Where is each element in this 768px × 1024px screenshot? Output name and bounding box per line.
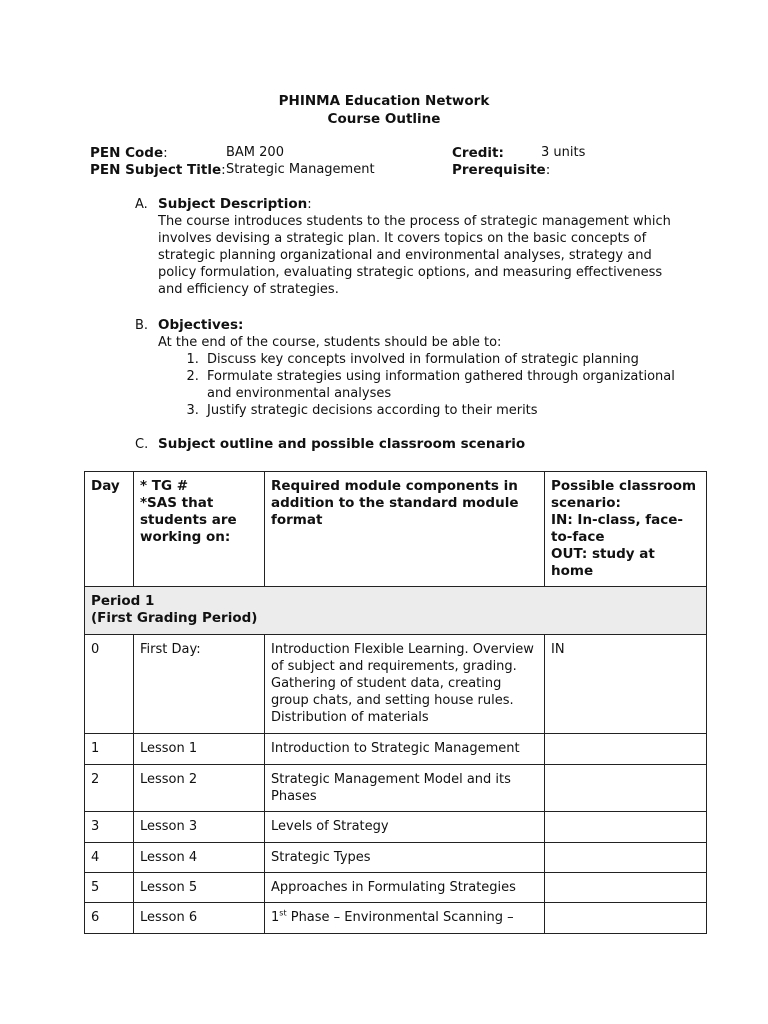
cell-tg: Lesson 3 bbox=[134, 812, 265, 843]
section-letter: B. bbox=[135, 318, 149, 333]
section-heading: Subject outline and possible classroom scenario bbox=[158, 436, 526, 452]
cell-day: 4 bbox=[85, 843, 134, 873]
table-row bbox=[85, 843, 707, 873]
pen-subject-title-label: PEN Subject Title: bbox=[90, 162, 226, 178]
cell-scenario bbox=[545, 812, 707, 843]
header-tg: * TG # *SAS that students are working on: bbox=[134, 472, 265, 587]
cell-day: 0 bbox=[85, 635, 134, 734]
period-row bbox=[85, 587, 707, 635]
table-row bbox=[85, 812, 707, 843]
objectives-list bbox=[158, 351, 695, 419]
section-letter: A. bbox=[135, 197, 148, 212]
subject-description-text: The course introduces students to the process of strategic management which involves devising a strategic plan. It covers topics on the basic concepts of strategic planning organizational and environmental analyses, strategy and policy formulation, evaluating strategic options, and measuring effectiveness and efficiency of strategies. bbox=[158, 214, 671, 297]
pen-subject-title-value: Strategic Management bbox=[226, 162, 375, 177]
credit-value: 3 units bbox=[541, 145, 586, 160]
cell-required: Levels of Strategy bbox=[265, 812, 545, 843]
pen-code-value: BAM 200 bbox=[226, 145, 284, 160]
cell-required: Strategic Management Model and its Phases bbox=[265, 765, 545, 812]
cell-scenario bbox=[545, 734, 707, 765]
section-subject-outline bbox=[135, 436, 695, 453]
section-heading: Objectives: bbox=[158, 317, 244, 333]
table-row bbox=[85, 873, 707, 903]
table-header-row bbox=[85, 472, 707, 587]
section-heading: Subject Description: bbox=[158, 196, 312, 212]
cell-scenario bbox=[545, 765, 707, 812]
prerequisite-label: Prerequisite: bbox=[452, 162, 551, 178]
table-row bbox=[85, 635, 707, 734]
cell-tg: Lesson 2 bbox=[134, 765, 265, 812]
table-row bbox=[85, 734, 707, 765]
objectives-intro: At the end of the course, students should be able to: bbox=[158, 335, 502, 350]
cell-tg: Lesson 5 bbox=[134, 873, 265, 903]
pen-code-label: PEN Code: bbox=[90, 145, 168, 161]
section-subject-description bbox=[135, 196, 695, 298]
list-item: 2. Formulate strategies using information gathered through organizational and environmental analyses bbox=[203, 368, 677, 402]
cell-required: Strategic Types bbox=[265, 843, 545, 873]
header-required-components: Required module components in addition to the standard module format bbox=[265, 472, 545, 587]
section-objectives bbox=[135, 317, 695, 419]
credit-label: Credit: bbox=[452, 145, 504, 161]
cell-scenario bbox=[545, 873, 707, 903]
header-classroom-scenario: Possible classroom scenario: IN: In-class, face-to-face OUT: study at home bbox=[545, 472, 707, 587]
cell-day: 5 bbox=[85, 873, 134, 903]
cell-required: Introduction Flexible Learning. Overview of subject and requirements, grading. Gathering of student data, creating group chats, and setting house rules. Distribution of materials bbox=[265, 635, 545, 734]
cell-tg: Lesson 1 bbox=[134, 734, 265, 765]
table-row bbox=[85, 903, 707, 934]
cell-tg: First Day: bbox=[134, 635, 265, 734]
section-letter: C. bbox=[135, 437, 149, 452]
cell-required: Introduction to Strategic Management bbox=[265, 734, 545, 765]
list-item: 3. Justify strategic decisions according to their merits bbox=[203, 402, 695, 419]
cell-day: 3 bbox=[85, 812, 134, 843]
cell-day: 1 bbox=[85, 734, 134, 765]
cell-required: 1st Phase – Environmental Scanning – bbox=[265, 903, 545, 934]
table-row bbox=[85, 765, 707, 812]
period-label: Period 1 (First Grading Period) bbox=[85, 587, 707, 635]
cell-scenario bbox=[545, 903, 707, 934]
cell-scenario bbox=[545, 843, 707, 873]
cell-day: 2 bbox=[85, 765, 134, 812]
cell-tg: Lesson 6 bbox=[134, 903, 265, 934]
header-day: Day bbox=[85, 472, 134, 587]
course-outline-table bbox=[84, 471, 707, 934]
org-name: PHINMA Education Network bbox=[278, 93, 490, 109]
list-item: 1. Discuss key concepts involved in formulation of strategic planning bbox=[203, 351, 695, 368]
cell-required: Approaches in Formulating Strategies bbox=[265, 873, 545, 903]
document-title: Course Outline bbox=[327, 111, 441, 127]
cell-tg: Lesson 4 bbox=[134, 843, 265, 873]
cell-day: 6 bbox=[85, 903, 134, 934]
cell-scenario: IN bbox=[545, 635, 707, 734]
